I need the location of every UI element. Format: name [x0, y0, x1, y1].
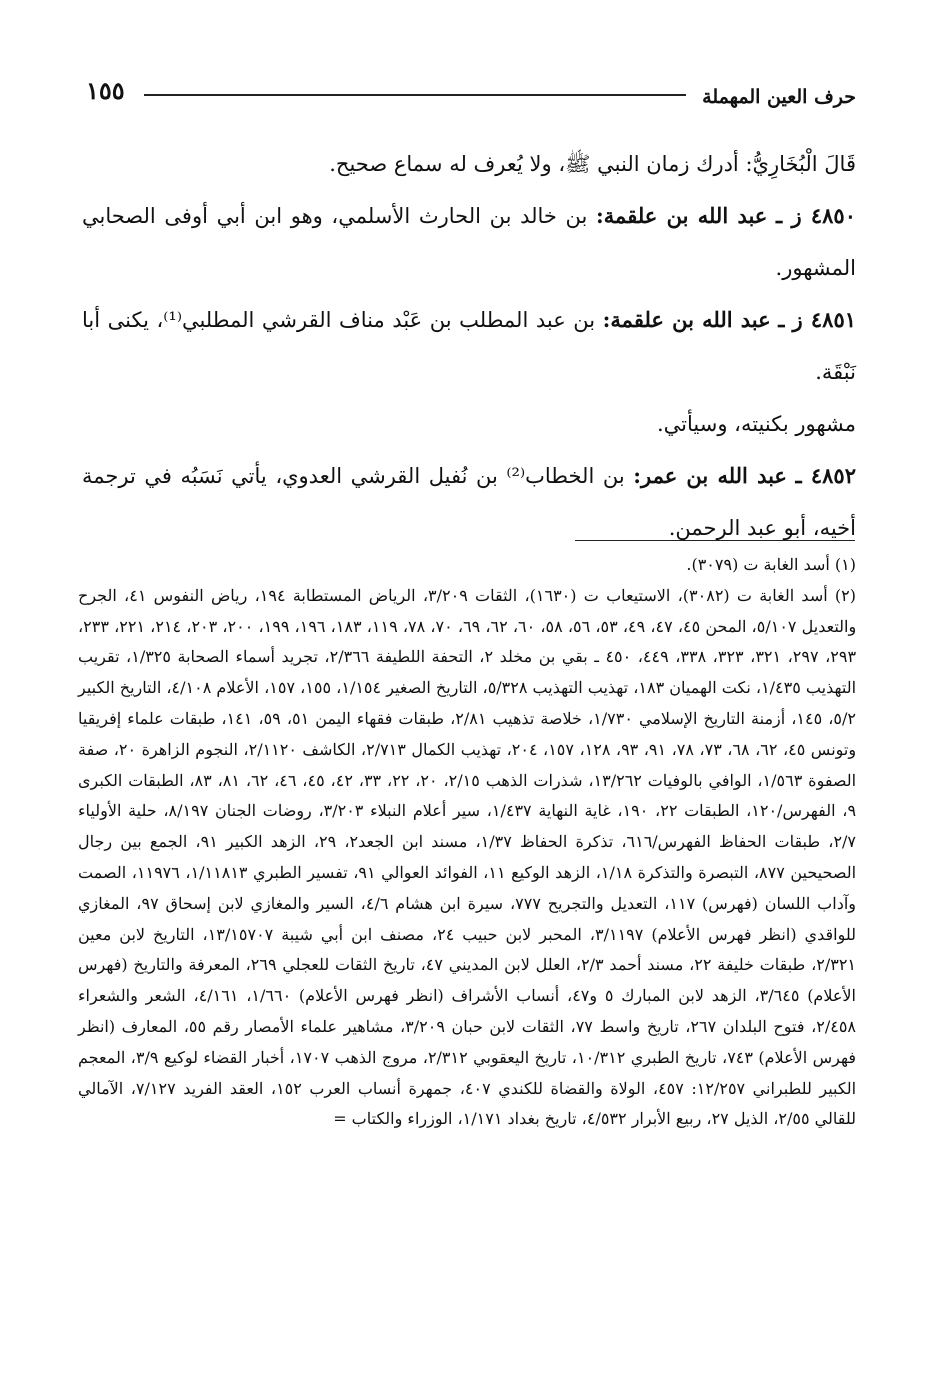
entry-name: عبد الله بن عمر:: [633, 463, 787, 488]
entry-name: عبد الله بن علقمة:: [596, 203, 768, 228]
footnotes: [78, 550, 856, 1135]
paragraph-bukhari: قَالَ الْبُخَارِيُّ: أدرك زمان النبي ﷺ، ولا يُعرف له سماع صحيح.: [329, 152, 856, 176]
paragraph-mashhur: مشهور بكنيته، وسيأتي.: [657, 412, 856, 436]
entry-number: ٤٨٥٢ ـ: [795, 463, 856, 488]
header-rule: [144, 94, 686, 96]
entry-number: ٤٨٥١ ز ـ: [778, 307, 857, 332]
footnote-rule: [575, 540, 855, 541]
entry-name: عبد الله بن علقمة:: [602, 307, 771, 332]
entry-number: ٤٨٥٠ ز ـ: [776, 203, 856, 228]
main-text: [82, 138, 856, 554]
page-header: [80, 72, 856, 108]
entry-text: بن عبد المطلب بن عَبْد مناف القرشي المطلبي⁽¹⁾، يكنى أبا نَبْقَة.: [82, 308, 856, 384]
entry-4852: [82, 450, 856, 554]
running-title: حرف العين المهملة: [702, 86, 856, 108]
entry-4851: [82, 294, 856, 398]
footnote-1: (١) أسد الغابة ت (٣٠٧٩).: [686, 555, 856, 574]
entry-4850: [82, 190, 856, 294]
entry-text: بن خالد بن الحارث الأسلمي، وهو ابن أبي أوفى الصحابي المشهور.: [82, 204, 856, 280]
entry-text: بن الخطاب⁽²⁾ بن نُفيل القرشي العدوي، يأتي نَسَبُه في ترجمة أخيه، أبو عبد الرحمن.: [82, 464, 856, 540]
page-number: ١٥٥: [86, 76, 125, 105]
footnote-2: (٢) أسد الغابة ت (٣٠٨٢)، الاستيعاب ت (١٦٣٠)، الثقات ٣/٢٠٩، الرياض المستطابة ١٩٤، رياض النفوس ٤١، الجرح والتعديل ٥/١٠٧، المحن ٤٥، ٤٧، ٤٩، ٥٣، ٥٦، ٥٨، ٦٠، ٦٢، ٦٩، ٧٠، ٧٨، ١١٩، ١٨٣، ١٩٦، ١٩٩، ٢٠٠، ٢٠٣، ٢١٤، ٢٢١، ٢٣٣، ٢٩٣، ٢٩٧، ٣٢١، ٣٢٣، ٣٣٨، ٤٤٩، ٤٥٠ ـ بقي بن مخلد ٢، التحفة اللطيفة ٢/٣٦٦، تجريد أسماء الصحابة ١/٣٢٥، تقريب التهذيب ١/٤٣٥، نكت الهميان ١٨٣، تهذيب التهذيب ٥/٣٢٨، التاريخ الصغير ١/١٥٤، ١٥٥، ١٥٧، الأعلام ٤/١٠٨، التاريخ الكبير ٥/٢، ١٤٥، أزمنة التاريخ الإسلامي ١/٧٣٠، خلاصة تذهيب ٢/٨١، طبقات فقهاء اليمن ٥١، ٥٩، ١٤١، طبقات علماء إفريقيا وتونس ٤٥، ٦٢، ٦٨، ٧٣، ٧٨، ٩١، ٩٣، ١٢٨، ١٥٧، ٢٠٤، تهذيب الكمال ٢/٧١٣، الكاشف ٢/١١٢٠، النجوم الزاهرة ٢٠، صفة الصفوة ١/٥٦٣، الوافي بالوفيات ١٣/٢٦٢، شذرات الذهب ٢/١٥، ٢٠، ٢٢، ٣٣، ٤٢، ٤٥، ٤٦، ٦٢، ٨١، ٨٣، الطبقات الكبرى ٩، الفهرس/١٢٠، الطبقات ٢٢، ١٩٠، غاية النهاية ١/٤٣٧، سير أعلام النبلاء ٣/٢٠٣، روضات الجنان ٨/١٩٧، حلية الأولياء ٢/٧، طبقات الحفاظ الفهرس/٦١٦، تذكرة الحفاظ ١/٣٧، مسند ابن الجعد٢، ٢٩، الزهد الكبير ٩١، الجمع بين رجال الصحيحين ٨٧٧، التبصرة والتذكرة ١/١٨، الزهد الوكيع ١١، الفوائد العوالي ٩١، تفسير الطبري ١/١١٨١٣، ١١٩٧٦، الصمت وآداب اللسان (فهرس) ١١٧، التعديل والتجريح ٧٧٧، سيرة ابن هشام ٤/٦، السير والمغازي لابن إسحاق ٩٧، المغازي للواقدي (انظر فهرس الأعلام) ٣/١١٩٧، المحبر لابن حبيب ٢٤، مصنف ابن أبي شيبة ١٣/١٥٧٠٧، التاريخ لابن معين ٢/٣٢١، طبقات خليفة ٢٢، مسند أحمد ٢/٣، العلل لابن المديني ٤٧، تاريخ الثقات للعجلي ٢٦٩، المعرفة والتاريخ (فهرس الأعلام) ٣/٦٤٥، الزهد لابن المبارك ٥ و٤٧، أنساب الأشراف (انظر فهرس الأعلام) ١/٦٦٠، ٤/١٦١، الشعر والشعراء ٢/٤٥٨، فتوح البلدان ٢٦٧، تاريخ واسط ٧٧، الثقات لابن حبان ٣/٢٠٩، مشاهير علماء الأمصار رقم ٥٥، المعارف (انظر فهرس الأعلام) ٧٤٣، تاريخ الطبري ١٠/٣١٢، تاريخ اليعقوبي ٢/٣١٢، مروج الذهب ١٧٠٧، أخبار القضاء لوكيع ٣/٩، المعجم الكبير للطبراني ١٢/٢٥٧: ٤٥٧، الولاة والقضاة للكندي ٤٠٧، جمهرة أنساب العرب ١٥٢، العقد الفريد ٧/١٢٧، الآمالي للقالي ٢/٥٥، الذيل ٢٧، ربيع الأبرار ٤/٥٣٢، تاريخ بغداد ١/١٧١، الوزراء والكتاب =: [78, 585, 857, 1129]
